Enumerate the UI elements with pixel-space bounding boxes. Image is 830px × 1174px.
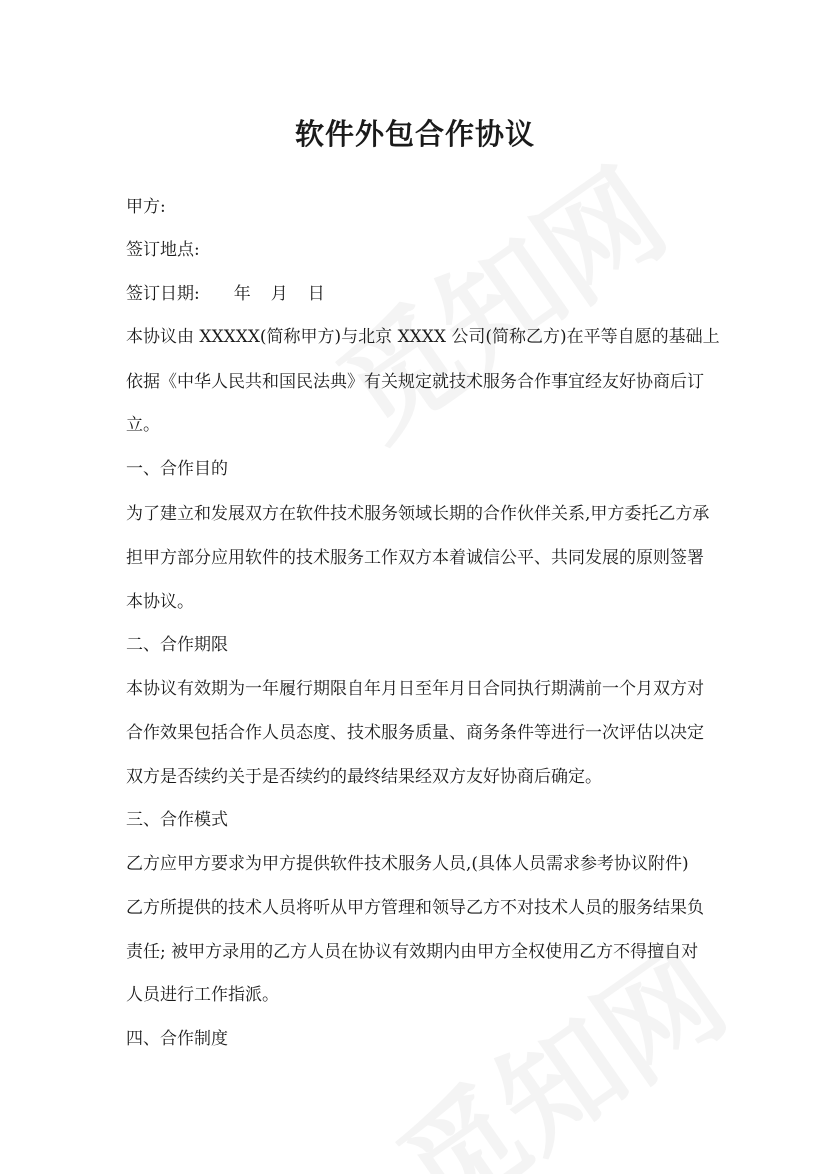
section-line: 人员进行工作指派。	[126, 985, 279, 1005]
section-line: 双方是否续约关于是否续约的最终结果经双方友好协商后确定。	[126, 767, 602, 787]
section-heading-mode: 三、合作模式	[126, 810, 228, 830]
intro-line: 本协议由 XXXXX(简称甲方)与北京 XXXX 公司(简称乙方)在平等自愿的基础上	[126, 327, 720, 347]
sign-date-label: 签订日期:	[126, 284, 200, 304]
party-a-field: 甲方:	[126, 197, 166, 217]
section-line: 本协议。	[126, 592, 194, 612]
section-heading-system: 四、合作制度	[126, 1029, 228, 1049]
sign-date-field	[126, 282, 325, 306]
document-title: 软件外包合作协议	[294, 117, 535, 151]
section-heading-term: 二、合作期限	[126, 635, 228, 655]
watermark	[300, 124, 694, 471]
section-line: 乙方所提供的技术人员将听从甲方管理和领导乙方不对技术人员的服务结果负	[126, 898, 704, 918]
intro-line: 依据《中华人民共和国民法典》有关规定就技术服务合作事宜经友好协商后订	[126, 372, 704, 392]
sign-place-field: 签订地点:	[126, 240, 200, 260]
section-line: 担甲方部分应用软件的技术服务工作双方本着诚信公平、共同发展的原则签署	[126, 548, 704, 568]
section-heading-purpose: 一、合作目的	[126, 459, 228, 479]
sign-date-month: 月	[270, 284, 288, 304]
section-line: 为了建立和发展双方在软件技术服务领域长期的合作伙伴关系,甲方委托乙方承	[126, 504, 710, 524]
sign-date-day: 日	[307, 284, 325, 304]
sign-date-year: 年	[233, 284, 251, 304]
section-line: 乙方应甲方要求为甲方提供软件技术服务人员,(具体人员需求参考协议附件)	[126, 854, 689, 874]
section-line: 责任; 被甲方录用的乙方人员在协议有效期内由甲方全权使用乙方不得擅自对	[126, 942, 699, 962]
section-line: 本协议有效期为一年履行期限自年月日至年月日合同执行期满前一个月双方对	[126, 679, 704, 699]
section-line: 合作效果包括合作人员态度、技术服务质量、商务条件等进行一次评估以决定	[126, 723, 704, 743]
intro-line: 立。	[126, 415, 160, 435]
